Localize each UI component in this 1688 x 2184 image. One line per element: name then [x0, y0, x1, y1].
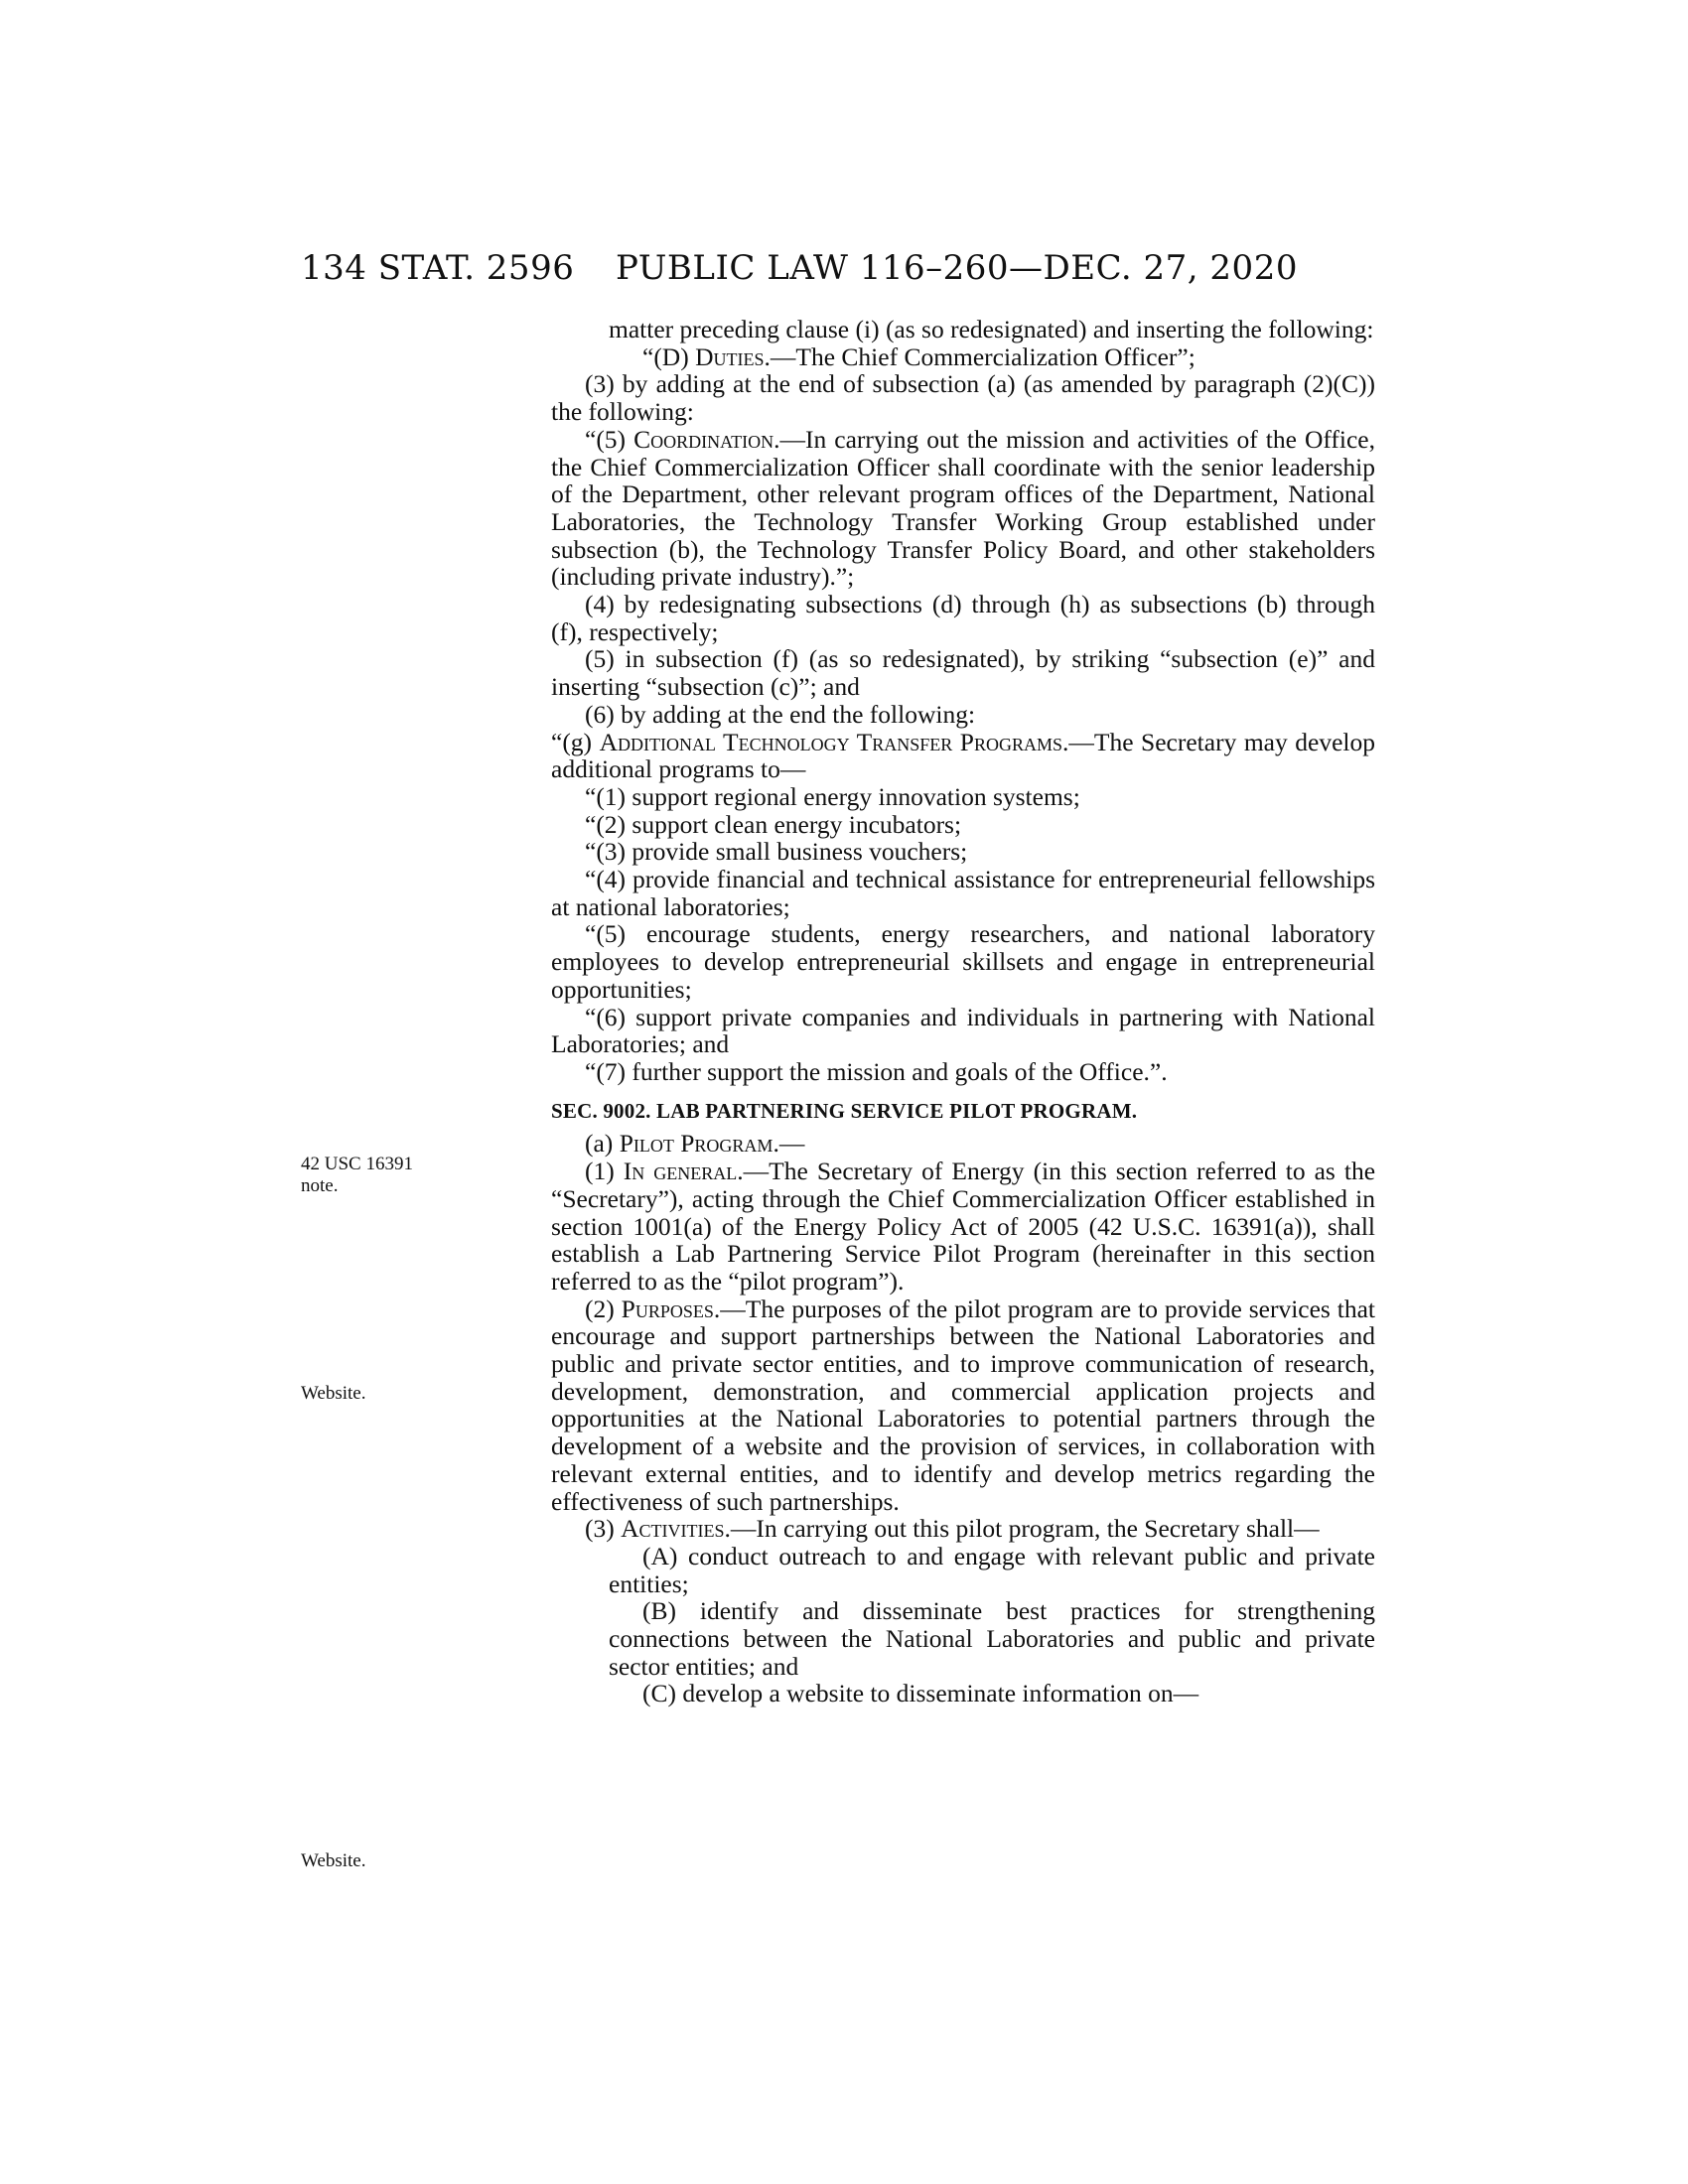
text-run: (a): [585, 1129, 620, 1159]
paragraph: (6) by adding at the end the following:: [585, 699, 976, 729]
paragraph: [551, 1130, 1375, 1158]
margin-note-usc-line2: note.: [301, 1175, 339, 1196]
small-caps-heading: Coordination: [633, 424, 774, 454]
small-caps-heading: Purposes: [621, 1294, 714, 1323]
text-run: .—The Chief Commercialization Officer”;: [764, 341, 1196, 371]
paragraph: “(6) support private companies and individuals in partnering with National Laboratories; and: [551, 1002, 1375, 1059]
paragraph: “(7) further support the mission and goals of the Office.”.: [585, 1056, 1168, 1086]
small-caps-heading: In general: [623, 1157, 738, 1186]
paragraph: (A) conduct outreach to and engage with relevant public and private entities;: [609, 1541, 1375, 1598]
margin-note-usc-line1: 42 USC 16391: [301, 1154, 413, 1174]
paragraph: matter preceding clause (i) (as so redesignated) and inserting the following:: [609, 315, 1374, 343]
paragraph: (4) by redesignating subsections (d) through (h) as subsections (b) through (f), respectively;: [551, 590, 1375, 646]
paragraph: “(3) provide small business vouchers;: [585, 837, 968, 867]
paragraph: [551, 426, 1375, 591]
paragraph: [551, 1296, 1375, 1516]
text-run: “(g): [551, 727, 600, 756]
section-heading: SEC. 9002. LAB PARTNERING SERVICE PILOT PROGRAM.: [551, 1098, 1138, 1123]
paragraph: (B) identify and disseminate best practices for strengthening connections between the National Laboratories and public and private sector entities; and: [609, 1596, 1375, 1681]
text-run: .—: [773, 1129, 805, 1159]
text-run: .—In carrying out the mission and activities of the Office, the Chief Commercialization Officer shall coordinate with the senior leadership of the Department, other relevant program offices of the Department, National Laboratories, the Technology Transfer Working Group established under subsection (b), the Technology Transfer Policy Board, and other stakeholders (including private industry).”;: [551, 424, 1375, 592]
paragraph: “(4) provide financial and technical assistance for entrepreneurial fellowships at national laboratories;: [551, 865, 1375, 921]
text-run: .—In carrying out this pilot program, the Secretary shall—: [724, 1514, 1320, 1544]
small-caps-heading: Additional Technology Transfer Programs: [599, 727, 1062, 756]
text-run: .—The Secretary of Energy (in this section referred to as the “Secretary”), acting through the Chief Commercialization Officer established in section 1001(a) of the Energy Policy Act of 2005 (42 U.S.C. 16391(a)), shall establish a Lab Partnering Service Pilot Program (hereinafter in this section referred to as the “pilot program”).: [551, 1157, 1376, 1296]
margin-note-website-2: Website.: [301, 1850, 366, 1871]
small-caps-heading: Duties: [695, 341, 765, 371]
page-running-head: PUBLIC LAW 116–260—DEC. 27, 2020: [616, 248, 1298, 288]
paragraph: [551, 343, 1375, 371]
text-run: “(5): [585, 424, 634, 454]
margin-note-usc: [301, 1154, 413, 1197]
text-run: .—The Secretary may develop additional programs to—: [551, 727, 1375, 784]
text-run: (2): [585, 1294, 622, 1323]
paragraph: [551, 1515, 1375, 1543]
small-caps-heading: Pilot Program: [619, 1129, 774, 1159]
paragraph: “(2) support clean energy incubators;: [585, 809, 962, 839]
text-run: (1): [585, 1157, 624, 1186]
text-run: “(D): [642, 341, 696, 371]
small-caps-heading: Activities: [621, 1514, 725, 1544]
text-run: (3): [585, 1514, 622, 1544]
paragraph: (C) develop a website to disseminate information on—: [642, 1679, 1199, 1708]
margin-note-website-1: Website.: [301, 1383, 366, 1404]
page-stat-citation: 134 STAT. 2596: [301, 248, 575, 288]
paragraph: “(5) encourage students, energy researchers, and national laboratory employees to develop entrepreneurial skillsets and engage in entrepreneurial opportunities;: [551, 919, 1375, 1004]
paragraph: [551, 729, 1375, 783]
paragraph: (3) by adding at the end of subsection (a) (as amended by paragraph (2)(C)) the following:: [551, 369, 1375, 427]
text-run: .—The purposes of the pilot program are to provide services that encourage and support partnerships between the National Laboratories and public and private sector entities, and to improve communication of research, development, demonstration, and commercial application projects and opportunities at the National Laboratories to potential partners through the development of a website and the provision of services, in collaboration with relevant external entities, and to identify and develop metrics regarding the effectiveness of such partnerships.: [551, 1294, 1375, 1516]
paragraph: “(1) support regional energy innovation systems;: [585, 781, 1080, 811]
statute-text: [551, 316, 1375, 1707]
paragraph: [551, 1158, 1375, 1296]
paragraph: (5) in subsection (f) (as so redesignated), by striking “subsection (e)” and inserting “subsection (c)”; and: [551, 644, 1375, 702]
